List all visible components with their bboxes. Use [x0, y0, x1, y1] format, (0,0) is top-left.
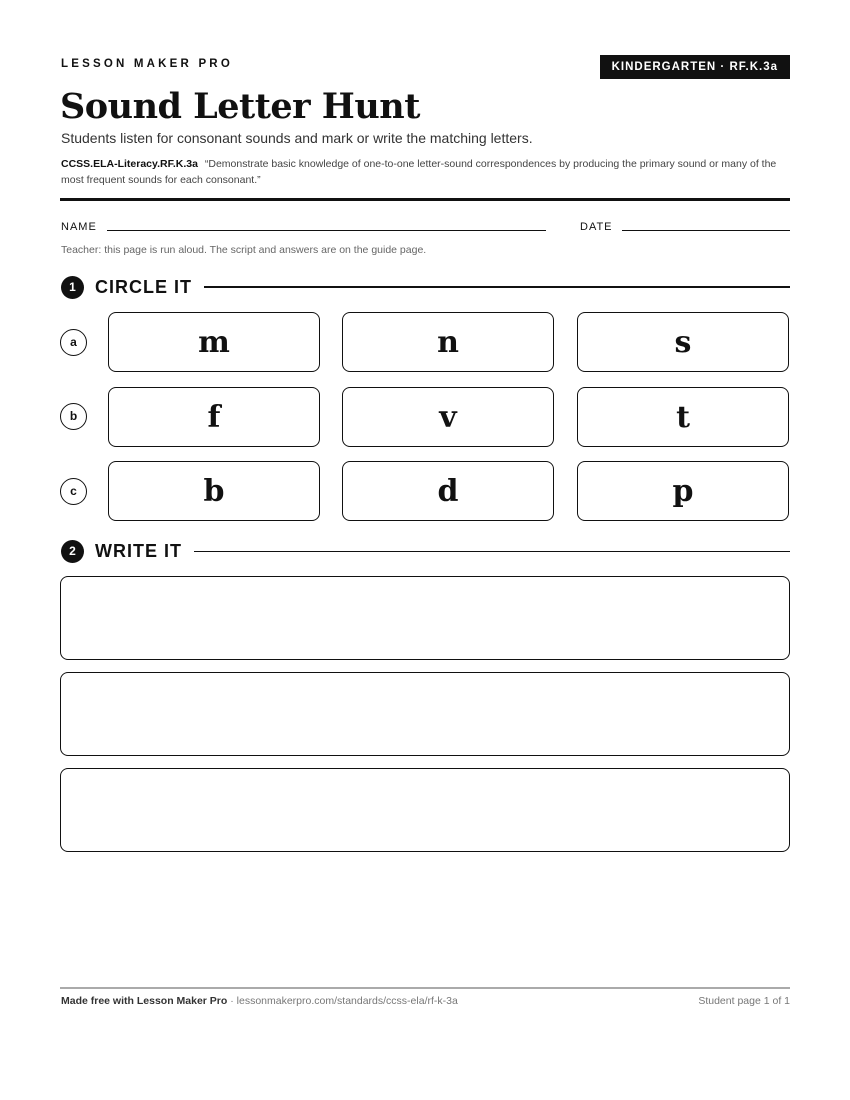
letter-choice[interactable]: b — [108, 461, 320, 521]
footer-made-with: Made free with Lesson Maker Pro — [61, 995, 228, 1007]
row-marker-c: c — [60, 478, 87, 505]
footer-credit — [61, 995, 458, 1007]
section-title: WRITE IT — [95, 540, 182, 561]
letter-choice[interactable]: p — [577, 461, 789, 521]
section-title: CIRCLE IT — [95, 276, 192, 297]
name-label: NAME — [61, 221, 97, 233]
footer-separator: · — [227, 995, 237, 1007]
header-divider — [60, 198, 790, 201]
row-marker-a: a — [60, 329, 87, 356]
brand-name: LESSON MAKER PRO — [61, 58, 233, 70]
standard-code: CCSS.ELA-Literacy.RF.K.3a — [61, 158, 198, 170]
footer-url[interactable]: lessonmakerpro.com/standards/ccss-ela/rf-k-3a — [236, 995, 458, 1007]
date-line[interactable] — [622, 230, 790, 231]
section-number: 2 — [61, 540, 84, 563]
write-box-3[interactable] — [60, 768, 790, 852]
grade-badge: KINDERGARTEN · RF.K.3a — [600, 55, 790, 79]
letter-choice[interactable]: n — [342, 312, 554, 372]
standard-text: “Demonstrate basic knowledge of one-to-one letter-sound correspondences by producing the primary sound or many of the most frequent sounds for each consonant.” — [61, 158, 777, 186]
teacher-note: Teacher: this page is run aloud. The script and answers are on the guide page. — [61, 244, 427, 256]
section-circle-it-header — [61, 275, 790, 299]
row-marker-b: b — [60, 403, 87, 430]
section-write-it-header — [61, 539, 790, 563]
section-rule — [204, 286, 790, 288]
page-title: Sound Letter Hunt — [60, 86, 420, 127]
letter-choice[interactable]: v — [342, 387, 554, 447]
section-number: 1 — [61, 276, 84, 299]
footer-divider — [60, 987, 790, 989]
letter-choice[interactable]: f — [108, 387, 320, 447]
footer-page-label: Student page 1 of 1 — [698, 995, 790, 1007]
standard-statement — [61, 156, 791, 188]
write-box-2[interactable] — [60, 672, 790, 756]
letter-choice[interactable]: m — [108, 312, 320, 372]
write-box-1[interactable] — [60, 576, 790, 660]
letter-choice[interactable]: d — [342, 461, 554, 521]
name-line[interactable] — [107, 230, 546, 231]
letter-choice[interactable]: s — [577, 312, 789, 372]
letter-choice[interactable]: t — [577, 387, 789, 447]
page-subtitle: Students listen for consonant sounds and mark or write the matching letters. — [61, 130, 533, 146]
date-label: DATE — [580, 221, 613, 233]
section-rule — [194, 551, 790, 552]
